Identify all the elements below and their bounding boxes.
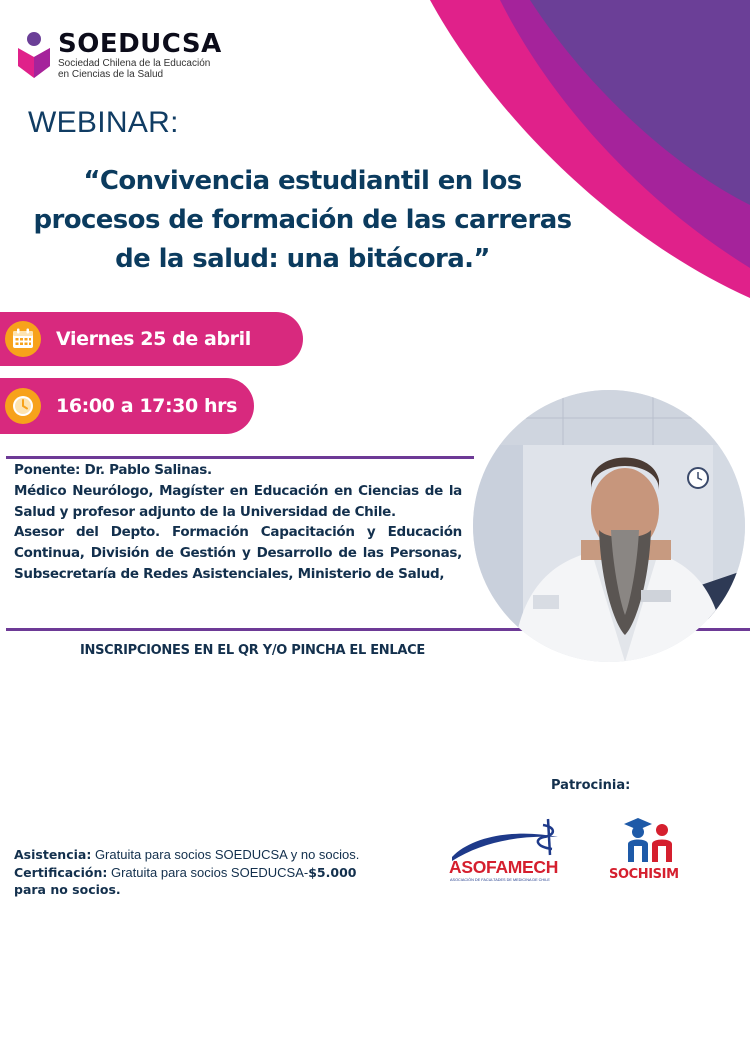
certification-label: Certificación: — [14, 864, 108, 880]
attendance-line — [14, 846, 398, 864]
attendance-label: Asistencia: — [14, 847, 92, 862]
event-title-line-3: de la salud: una bitácora.” — [115, 244, 490, 274]
org-logo — [16, 30, 222, 80]
certification-price: $5.000 — [308, 864, 357, 880]
certification-line — [14, 864, 398, 882]
org-subtitle-2: en Ciencias de la Salud — [58, 69, 164, 80]
event-title-line-2: procesos de formación de las carreras — [33, 205, 572, 235]
attendance-text: Gratuita para socios SOEDUCSA y no socios. — [91, 847, 360, 862]
speaker-photo — [473, 390, 745, 662]
clock-icon — [5, 388, 41, 424]
certification-suffix: para no socios. — [14, 882, 121, 897]
event-title-line-1: “Convivencia estudiantil en los — [83, 166, 522, 196]
speaker-position: Asesor del Depto. Formación Capacitación y Educación Continua, División de Gestión y Desarrollo de las Personas, Subsecretaría de Redes Asistenciales, Ministerio de Salud, — [14, 524, 462, 582]
org-subtitle-1: Sociedad Chilena de la Educación — [58, 58, 211, 69]
org-logo-icon — [16, 30, 52, 80]
org-name: SOEDUCSA — [58, 29, 222, 59]
time-pill — [0, 378, 254, 434]
sponsor-label: Patrocinia: — [551, 778, 631, 793]
asofamech-logo — [448, 815, 570, 883]
asofamech-tagline: ASOCIACIÓN DE FACULTADES DE MEDICINA DE CHILE — [450, 878, 550, 882]
speaker-info — [14, 460, 462, 585]
speaker-credentials: Médico Neurólogo, Magíster en Educación en Ciencias de la Salud y profesor adjunto de la Universidad de Chile. — [14, 482, 462, 520]
event-type-label: WEBINAR: — [28, 106, 179, 139]
date-pill — [0, 312, 303, 366]
asofamech-name: ASOFAMECH — [449, 857, 559, 877]
registration-note: INSCRIPCIONES EN EL QR Y/O PINCHA EL ENLACE — [80, 643, 425, 658]
event-date: Viernes 25 de abril — [56, 328, 251, 350]
attendance-info — [14, 846, 398, 899]
speaker-name: Ponente: Dr. Pablo Salinas. — [14, 462, 212, 478]
event-title — [20, 162, 585, 279]
sochisim-logo — [606, 816, 698, 882]
certification-text: Gratuita para socios SOEDUCSA- — [107, 864, 309, 880]
sochisim-name: SOCHISIM — [609, 867, 679, 882]
calendar-icon — [5, 321, 41, 357]
divider-top — [6, 456, 474, 459]
event-time: 16:00 a 17:30 hrs — [56, 395, 238, 417]
certification-suffix-line — [14, 881, 398, 899]
